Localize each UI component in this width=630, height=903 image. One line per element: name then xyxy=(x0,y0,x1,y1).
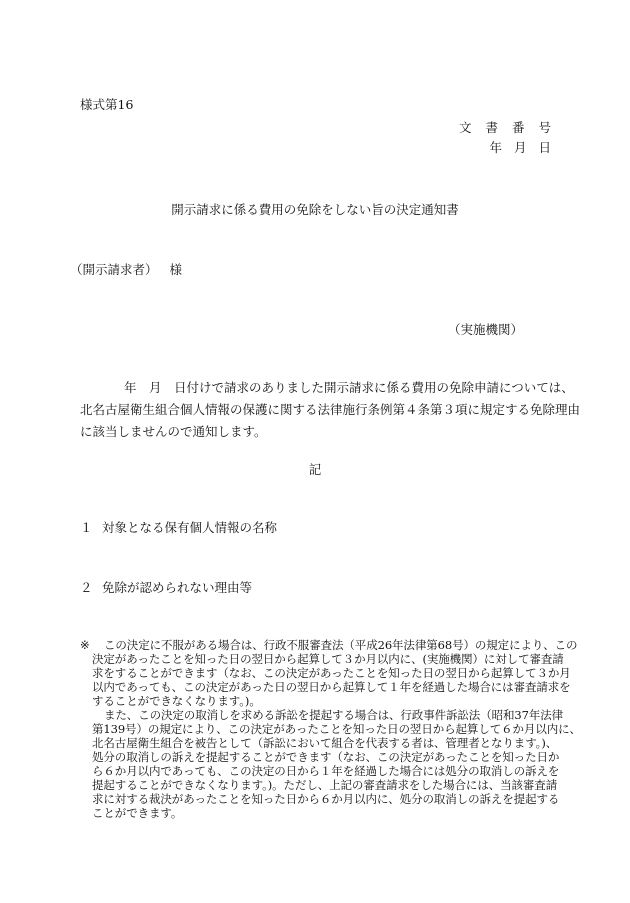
notice-line: 決定があったことを知った日の翌日から起算して３か月以内に、(実施機関）に対して審査請 xyxy=(92,652,564,666)
notice-line: 求に対する裁決があったことを知った日から６か月以内に、処分の取消しの訴えを提起する xyxy=(92,792,560,806)
date-day: 日 xyxy=(538,140,551,155)
body-line-2: 北名古屋衛生組合個人情報の保護に関する法律施行条例第４条第３項に規定する免除理由 xyxy=(80,402,581,417)
item-label: 免除が認められない理由等 xyxy=(102,580,253,595)
list-item xyxy=(80,578,252,596)
body-line-3: に該当しませんので通知します。 xyxy=(80,424,267,439)
recipient-honorific: 様 xyxy=(169,262,183,277)
sender-agency: （実施機関） xyxy=(447,322,523,337)
document-number-label: 文書番号 xyxy=(458,120,565,135)
notice-line: この決定に不服がある場合は、行政不服審査法（平成26年法律第68号）の規定により、この xyxy=(104,638,578,652)
notice-line: ら６か月以内であっても、この決定の日から１年を経過した場合には処分の取消しの訴えを xyxy=(92,764,560,778)
notice-line: することができなくなります。)。 xyxy=(92,694,261,708)
date-month: 月 xyxy=(513,140,527,155)
recipient xyxy=(70,260,182,278)
form-number: 様式第16 xyxy=(80,97,134,112)
list-item xyxy=(80,518,277,536)
item-number: １ xyxy=(80,520,93,535)
document-date xyxy=(477,138,551,156)
notice-line: 以内であっても、この決定があった日の翌日から起算して１年を経過した場合には審査請求を xyxy=(92,680,571,694)
page-title: 開示請求に係る費用の免除をしない旨の決定通知書 xyxy=(171,202,459,217)
notice-line: 求をすることができます（なお、この決定があったことを知った日の翌日から起算して３か月 xyxy=(92,666,571,680)
notice-line: ことができます。 xyxy=(92,806,183,820)
notice-line: 提起することができなくなります。)。ただし、上記の審査請求をした場合には、当該審査請 xyxy=(92,778,558,792)
notice-mark: ※ xyxy=(80,638,90,652)
notice-line: 第139号）の規定により、この決定があったことを知った日の翌日から起算して６か月以内に、 xyxy=(92,722,581,736)
notice-line: また、この決定の取消しを求める訴訟を提起する場合は、行政事件訴訟法（昭和37年法律 xyxy=(104,708,564,722)
date-year: 年 xyxy=(489,140,502,155)
notice-line: 処分の取消しの訴えを提起することができます（なお、この決定があったことを知った日か xyxy=(92,750,560,764)
ki-heading: 記 xyxy=(308,462,322,477)
item-label: 対象となる保有個人情報の名称 xyxy=(102,520,278,535)
item-number: ２ xyxy=(80,580,93,595)
body-line-1: 年 月 日付けで請求のありました開示請求に係る費用の免除申請については、 xyxy=(124,380,574,395)
recipient-name: （開示請求者） xyxy=(70,262,158,277)
notice-line: 北名古屋衛生組合を被告として（訴訟において組合を代表する者は、管理者となります。)、 xyxy=(92,736,558,750)
